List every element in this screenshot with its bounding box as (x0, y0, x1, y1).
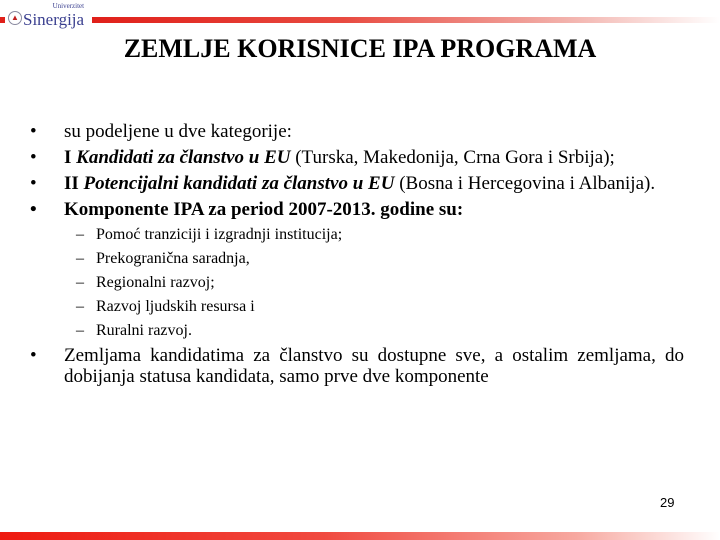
bullet-text: (Bosna i Hercegovina i Albanija). (394, 173, 656, 194)
header-bar (92, 17, 720, 23)
components-list (96, 225, 684, 341)
bullet-potential-candidates (64, 173, 684, 194)
emblem-icon: ▲ (8, 11, 22, 25)
university-logo (8, 2, 84, 29)
subitem: – Ruralni razvoj. (96, 321, 684, 341)
page-number: 29 (660, 495, 675, 510)
subitem: – Razvoj ljudskih resursa i (96, 297, 684, 317)
logo-subtitle: Univerzitet (52, 2, 85, 10)
header-bar-left (0, 17, 5, 23)
subitem: – Regionalni razvoj; (96, 273, 684, 293)
subitem: – Prekogranična saradnja, (96, 249, 684, 269)
bullet-emphasis: Potencijalni kandidati za članstvo u EU (83, 173, 395, 194)
bullet-availability: • Zemljama kandidatima za članstvo su dostupne sve, a ostalim zemljama, do dobijanja statusa kandidata, samo prve dve komponente (64, 345, 684, 387)
footer-bar (0, 532, 720, 540)
subitem: – Pomoć tranziciji i izgradnji institucija; (96, 225, 684, 245)
bullet-categories: • su podeljene u dve kategorije: (64, 121, 684, 142)
logo-name: Sinergija (23, 10, 85, 29)
logo-text-group (23, 2, 84, 29)
bullet-components: • Komponente IPA za period 2007-2013. godine su: (64, 199, 684, 220)
slide-content (64, 121, 684, 392)
slide-title: ZEMLJE KORISNICE IPA PROGRAMA (123, 34, 597, 63)
bullet-emphasis: Kandidati za članstvo u EU (76, 147, 291, 168)
bullet-prefix: II (64, 173, 84, 194)
bullet-candidates (64, 147, 684, 168)
bullet-text: (Turska, Makedonija, Crna Gora i Srbija); (290, 147, 615, 168)
bullet-prefix: I (64, 147, 77, 168)
